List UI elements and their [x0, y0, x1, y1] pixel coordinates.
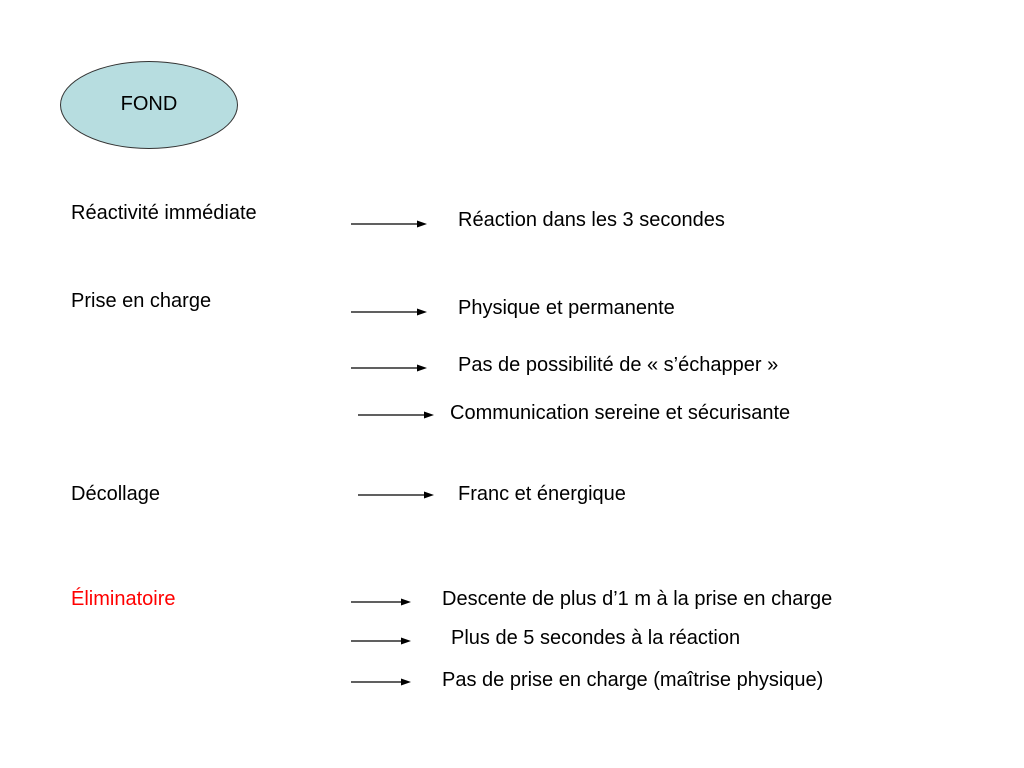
criterion-prise-en-charge: Prise en charge	[71, 290, 212, 312]
outcome-pas-de-prise: Pas de prise en charge (maîtrise physique)	[442, 669, 824, 691]
outcome-physique: Physique et permanente	[458, 297, 675, 319]
arrow-connector	[351, 363, 427, 373]
outcome-franc: Franc et énergique	[458, 483, 626, 505]
outcome-plus-5-secondes: Plus de 5 secondes à la réaction	[451, 627, 741, 649]
outcome-communication: Communication sereine et sécurisante	[450, 402, 791, 424]
arrow-connector	[351, 636, 411, 646]
outcome-pas-possibilite: Pas de possibilité de « s’échapper »	[458, 354, 779, 376]
arrow-connector	[351, 307, 427, 317]
criterion-reactivite: Réactivité immédiate	[71, 202, 257, 224]
criterion-eliminatoire: Éliminatoire	[71, 588, 176, 610]
arrow-connector	[358, 410, 434, 420]
arrow-connector	[351, 219, 427, 229]
title-text: FOND	[120, 92, 178, 115]
criterion-decollage: Décollage	[71, 483, 160, 505]
arrow-connector	[358, 490, 434, 500]
arrow-connector	[351, 597, 411, 607]
title-ellipse	[60, 61, 238, 149]
arrow-connector	[351, 677, 411, 687]
outcome-descente: Descente de plus d’1 m à la prise en charge	[442, 588, 833, 610]
outcome-reaction: Réaction dans les 3 secondes	[458, 209, 725, 231]
